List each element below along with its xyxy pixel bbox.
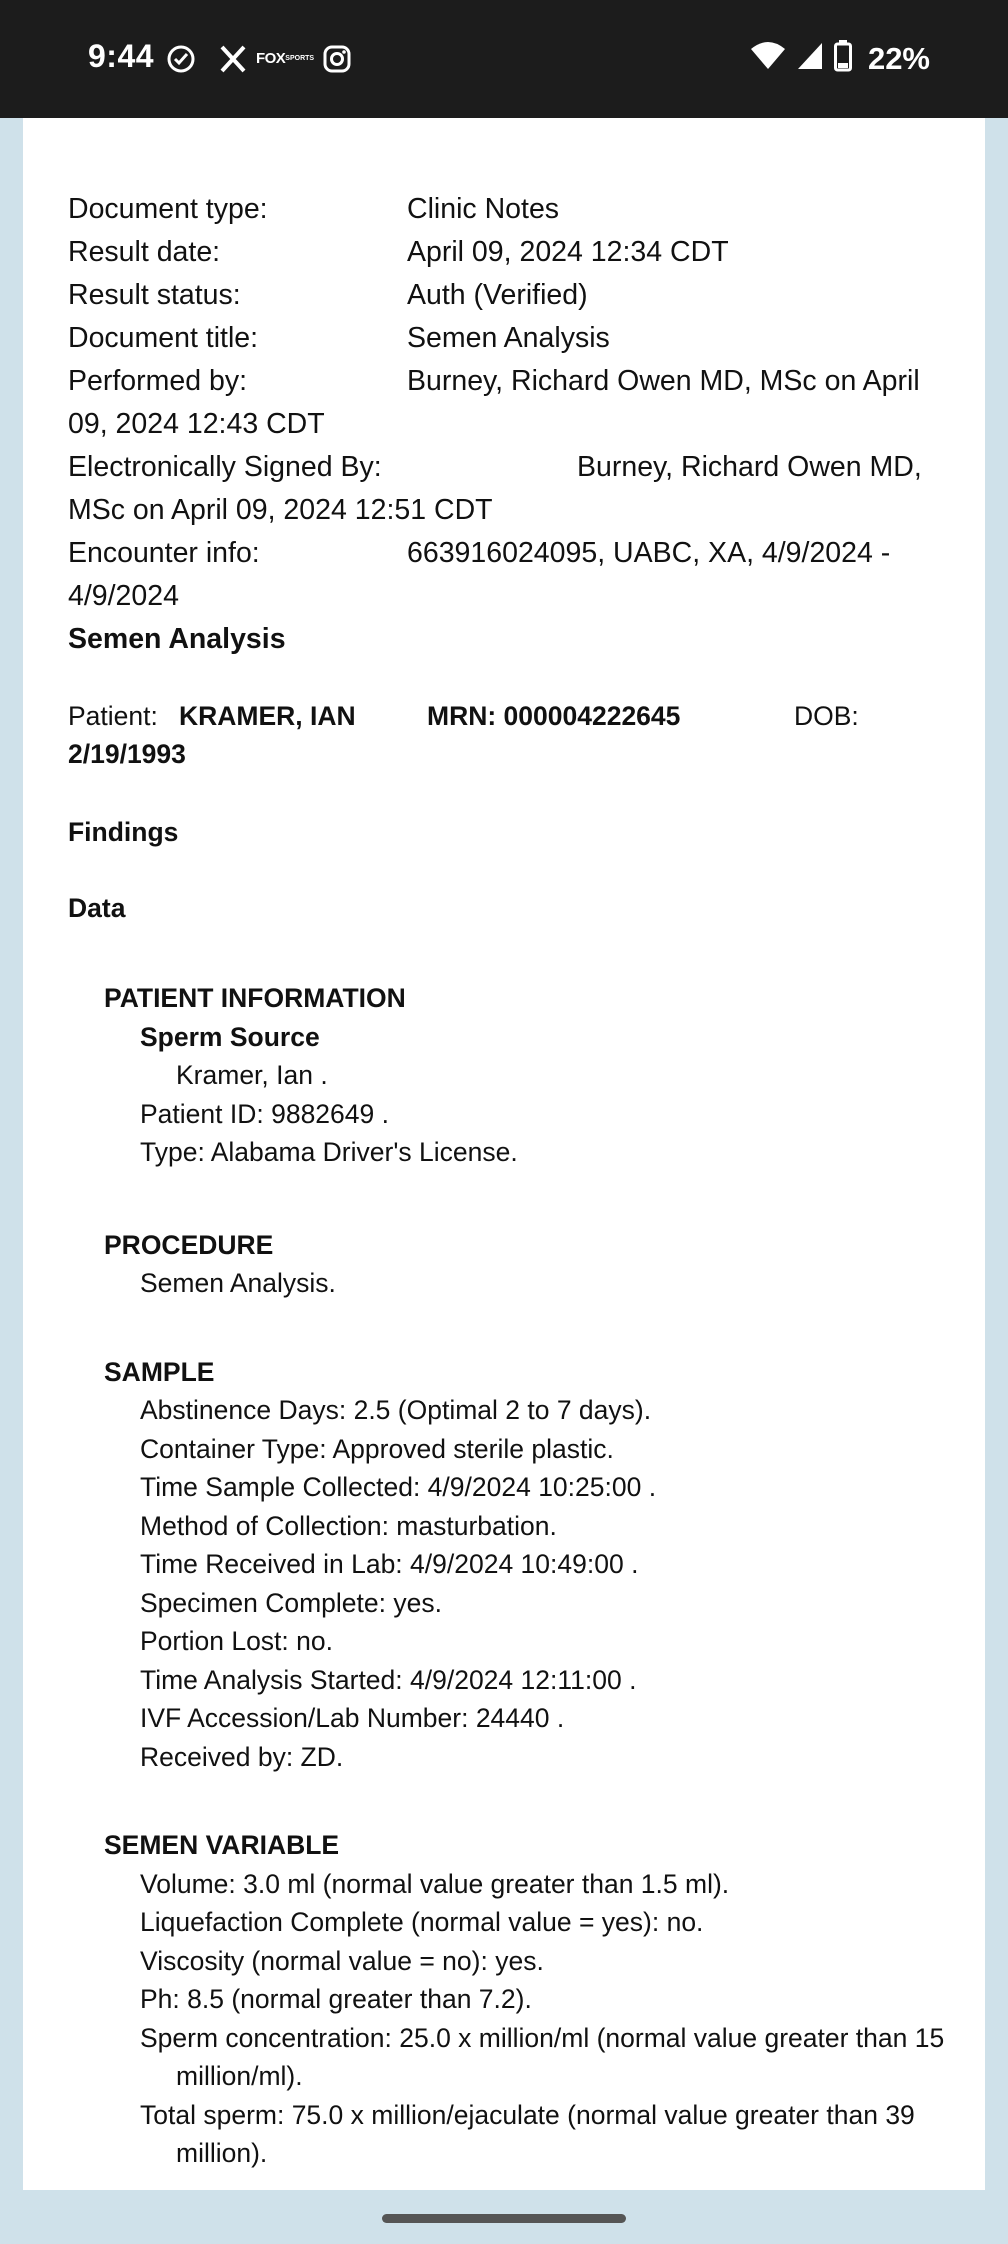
- variable-item: Ph: 8.5 (normal greater than 7.2).: [140, 1984, 532, 2014]
- meta-label: Electronically Signed By:: [68, 451, 382, 483]
- meta-label: Result status:: [68, 279, 241, 311]
- variable-item: Volume: 3.0 ml (normal value greater than 1.5 ml).: [140, 1868, 730, 1899]
- data-heading: Data: [68, 893, 126, 923]
- patient-information-section: [104, 979, 958, 1172]
- home-indicator[interactable]: [382, 2214, 626, 2223]
- meta-result-date: [68, 231, 958, 274]
- meta-label: Document title:: [68, 322, 259, 354]
- procedure-section: [104, 1226, 958, 1303]
- system-icons: [750, 40, 930, 77]
- x-logo-icon: [216, 42, 250, 76]
- battery-percent: 22%: [867, 40, 930, 76]
- meta-signed-by: [68, 446, 958, 489]
- meta-value: Burney, Richard Owen MD, MSc on April: [407, 365, 920, 397]
- meta-value: Auth (Verified): [407, 279, 588, 311]
- meta-label: Encounter info:: [68, 537, 260, 569]
- sample-item: IVF Accession/Lab Number: 24440 .: [140, 1703, 565, 1733]
- wifi-icon: [750, 41, 786, 76]
- sample-item: Method of Collection: masturbation.: [140, 1510, 557, 1541]
- meta-encounter-info: [68, 532, 958, 575]
- report-title: Semen Analysis: [68, 623, 286, 655]
- meta-value: 663916024095, UABC, XA, 4/9/2024 -: [407, 537, 891, 569]
- patient-dob-label: DOB:: [794, 701, 859, 731]
- section-heading: SAMPLE: [104, 1356, 215, 1387]
- meta-document-title: [68, 317, 958, 360]
- meta-value-cont: MSc on April 09, 2024 12:51 CDT: [68, 494, 493, 526]
- meta-performed-by: [68, 360, 958, 403]
- sample-item: Received by: ZD.: [140, 1741, 344, 1772]
- document-page[interactable]: [23, 118, 985, 2190]
- meta-value-cont: 09, 2024 12:43 CDT: [68, 408, 325, 440]
- patient-mrn: MRN: 000004222645: [427, 701, 681, 731]
- source-name: Kramer, Ian .: [176, 1060, 328, 1090]
- patient-name: KRAMER, IAN: [179, 701, 356, 731]
- patient-id: Patient ID: 9882649 .: [140, 1098, 389, 1129]
- sample-item: Abstinence Days: 2.5 (Optimal 2 to 7 days).: [140, 1395, 652, 1425]
- meta-signed-by-cont: [68, 489, 958, 532]
- sample-item: Time Received in Lab: 4/9/2024 10:49:00 .: [140, 1549, 639, 1579]
- sample-item: Time Analysis Started: 4/9/2024 12:11:00 .: [140, 1664, 637, 1695]
- sub-heading: Sperm Source: [140, 1021, 320, 1052]
- meta-result-status: [68, 274, 958, 317]
- check-circle-icon: [164, 42, 198, 76]
- fox-sports-icon: FOX SPORTS: [255, 50, 315, 67]
- section-heading: PROCEDURE: [104, 1229, 274, 1260]
- meta-value: April 09, 2024 12:34 CDT: [407, 236, 729, 268]
- variable-item: Total sperm: 75.0 x million/ejaculate (normal value greater than 39 million).: [140, 2099, 915, 2168]
- patient-dob: 2/19/1993: [68, 739, 186, 769]
- patient-label: Patient:: [68, 701, 158, 731]
- document-content: [68, 188, 958, 2173]
- sample-item: Portion Lost: no.: [140, 1626, 333, 1656]
- meta-label: Performed by:: [68, 365, 247, 397]
- meta-value: Burney, Richard Owen MD,: [577, 451, 922, 483]
- findings-heading: Findings: [68, 817, 179, 847]
- notification-icons: [164, 42, 354, 76]
- variable-item: Sperm concentration: 25.0 x million/ml (normal value greater than 15 million/ml).: [140, 2022, 945, 2091]
- meta-performed-by-cont: [68, 403, 958, 446]
- meta-encounter-info-cont: [68, 575, 958, 618]
- sample-item: Container Type: Approved sterile plastic.: [140, 1433, 614, 1464]
- meta-label: Result date:: [68, 236, 221, 268]
- section-heading: SEMEN VARIABLE: [104, 1830, 340, 1860]
- meta-label: Document type:: [68, 193, 268, 225]
- meta-value: Semen Analysis: [407, 322, 610, 354]
- sample-section: [104, 1353, 958, 1777]
- sample-item: Time Sample Collected: 4/9/2024 10:25:00 .: [140, 1472, 657, 1502]
- meta-document-type: [68, 188, 958, 231]
- variable-item: Liquefaction Complete (normal value = yes): no.: [140, 1907, 704, 1937]
- meta-value-cont: 4/9/2024: [68, 580, 179, 612]
- battery-icon: [834, 40, 852, 77]
- status-bar: [0, 0, 1008, 118]
- section-heading: PATIENT INFORMATION: [104, 983, 406, 1013]
- procedure-value: Semen Analysis.: [140, 1268, 336, 1298]
- sample-item: Specimen Complete: yes.: [140, 1587, 442, 1618]
- patient-header: [68, 697, 958, 773]
- meta-value: Clinic Notes: [407, 193, 560, 225]
- instagram-icon: [320, 42, 354, 76]
- cell-signal-icon: [796, 41, 824, 76]
- variable-item: Viscosity (normal value = no): yes.: [140, 1945, 544, 1976]
- semen-variable-section: [104, 1826, 958, 2173]
- id-type: Type: Alabama Driver's License.: [140, 1137, 518, 1167]
- status-time: 9:44: [88, 38, 155, 74]
